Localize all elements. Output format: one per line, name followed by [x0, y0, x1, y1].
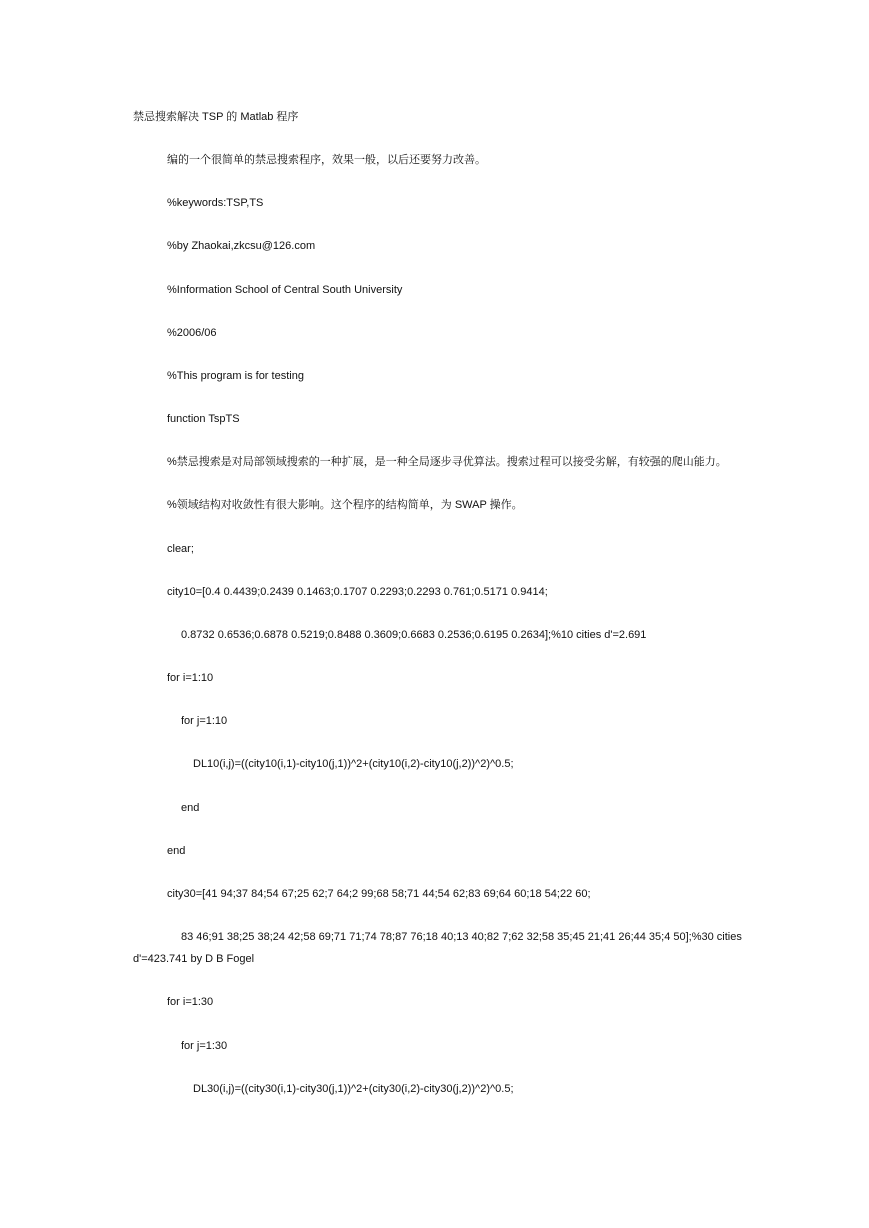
code-line-function: function TspTS: [167, 413, 240, 425]
code-line-author: %by Zhaokai,zkcsu@126.com: [167, 240, 316, 252]
code-line-city30-b: 83 46;91 38;25 38;24 42;58 69;71 71;74 78;87 76;18 40;13 40;82 7;62 32;58 35;45 21;41 26;44 35;4 50];%30 cities d'=423.741 by D B Fogel: [133, 931, 742, 965]
code-line-for-j-30: for j=1:30: [181, 1040, 228, 1052]
code-line-end-inner-10: end: [181, 802, 200, 814]
code-line-for-j-10: for j=1:10: [181, 715, 228, 727]
code-line-end-outer-10: end: [167, 845, 186, 857]
code-line-clear: clear;: [167, 543, 194, 555]
code-line-dl30: DL30(i,j)=((city30(i,1)-city30(j,1))^2+(city30(i,2)-city30(j,2))^2)^0.5;: [193, 1083, 514, 1095]
code-line-affiliation: %Information School of Central South University: [167, 284, 403, 296]
code-line-dl10: DL10(i,j)=((city10(i,1)-city10(j,1))^2+(city10(i,2)-city10(j,2))^2)^0.5;: [193, 758, 514, 770]
document-title: 禁忌搜索解决 TSP 的 Matlab 程序: [133, 111, 299, 123]
code-line-for-i-30: for i=1:30: [167, 996, 214, 1008]
code-line-date: %2006/06: [167, 327, 217, 339]
code-line-city30-a: city30=[41 94;37 84;54 67;25 62;7 64;2 99;68 58;71 44;54 62;83 69;64 60;18 54;22 60;: [167, 888, 591, 900]
code-line-keywords: %keywords:TSP,TS: [167, 197, 264, 209]
code-line-comment-tabu: %禁忌搜索是对局部领域搜索的一种扩展，是一种全局逐步寻优算法。搜索过程可以接受劣解，有较强的爬山能力。: [167, 456, 727, 468]
code-line-purpose: %This program is for testing: [167, 370, 304, 382]
code-line-comment-neighborhood: %领域结构对收敛性有很大影响。这个程序的结构简单，为 SWAP 操作。: [167, 499, 523, 511]
intro-text: 编的一个很简单的禁忌搜索程序，效果一般，以后还要努力改善。: [167, 154, 486, 166]
code-line-for-i-10: for i=1:10: [167, 672, 214, 684]
code-line-city10-a: city10=[0.4 0.4439;0.2439 0.1463;0.1707 0.2293;0.2293 0.761;0.5171 0.9414;: [167, 586, 548, 598]
code-line-city10-b: 0.8732 0.6536;0.6878 0.5219;0.8488 0.3609;0.6683 0.2536;0.6195 0.2634];%10 cities d'=2.691: [181, 629, 647, 641]
